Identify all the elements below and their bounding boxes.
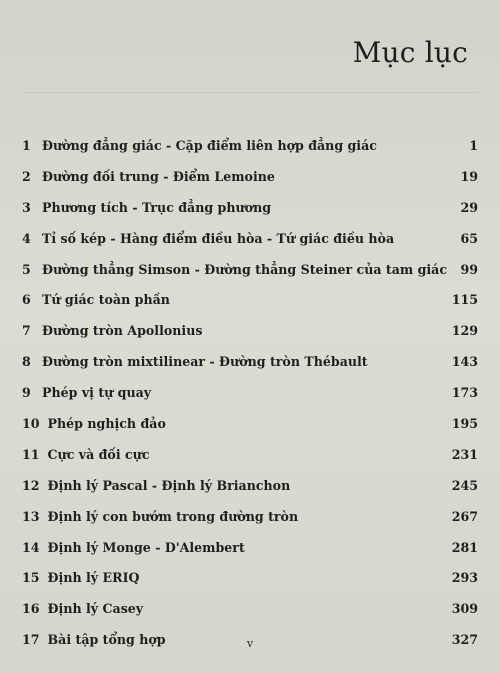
toc-title: Tứ giác toàn phần (42, 292, 170, 308)
toc-entry (22, 509, 298, 524)
toc-entry (22, 354, 368, 369)
toc-title: Phép vị tự quay (42, 385, 152, 401)
toc-number: 5 (22, 261, 31, 277)
toc-title: Đường tròn mixtilinear - Đường tròn Thébault (42, 354, 368, 370)
toc-title: Định lý Pascal - Định lý Brianchon (47, 477, 291, 493)
toc-page: 231 (451, 446, 478, 462)
toc-page: 99 (460, 261, 478, 277)
page-title: Mục lục (352, 36, 468, 69)
toc-page: 143 (451, 354, 478, 370)
toc-number: 6 (22, 292, 31, 308)
toc-page: 245 (451, 477, 478, 493)
toc-entry (22, 540, 245, 555)
toc-number: 8 (22, 354, 31, 370)
toc-entry (22, 262, 447, 277)
toc-title: Đường đẳng giác - Cặp điểm liên hợp đẳng giác (42, 137, 377, 153)
toc-title: Bài tập tổng hợp (47, 632, 166, 648)
toc-page: 195 (451, 415, 478, 431)
toc-row (22, 130, 478, 161)
toc-title: Định lý Monge - D'Alembert (47, 539, 245, 555)
toc-page: 309 (451, 601, 478, 617)
toc-row (22, 284, 478, 315)
toc-row (22, 532, 478, 563)
toc-number: 7 (22, 323, 31, 339)
toc-row (22, 254, 478, 285)
toc-number: 15 (22, 570, 40, 586)
toc-row (22, 562, 478, 593)
toc-row (22, 593, 478, 624)
toc-entry (22, 323, 202, 338)
toc-entry (22, 231, 394, 246)
toc-title: Đường tròn Apollonius (42, 323, 203, 339)
toc-row (22, 223, 478, 254)
toc-page: 115 (451, 292, 478, 308)
page-number-footer: v (246, 637, 254, 650)
toc-number: 10 (22, 415, 40, 431)
toc-page: 267 (451, 508, 478, 524)
toc-page: 129 (451, 323, 478, 339)
toc-page: 327 (451, 632, 478, 648)
toc-number: 17 (22, 632, 40, 648)
toc-title: Đường thẳng Simson - Đường thẳng Steiner của tam giác (42, 261, 447, 277)
toc-entry (22, 601, 143, 616)
toc-page: 293 (451, 570, 478, 586)
toc-row (22, 408, 478, 439)
toc-entry (22, 385, 151, 400)
toc-entry (22, 478, 290, 493)
toc-title: Tỉ số kép - Hàng điểm điều hòa - Tứ giác điều hòa (42, 230, 395, 246)
toc-title: Phép nghịch đảo (47, 415, 166, 431)
toc-page: 19 (460, 168, 478, 184)
toc-row (22, 501, 478, 532)
toc-page: 1 (469, 137, 478, 153)
toc-row (22, 470, 478, 501)
toc-title: Định lý con bướm trong đường tròn (47, 508, 299, 524)
toc-page: 173 (451, 385, 478, 401)
toc-title: Định lý Casey (47, 601, 144, 617)
toc-number: 4 (22, 230, 31, 246)
page-faint-rule (22, 92, 478, 93)
toc-number: 11 (22, 446, 40, 462)
toc-entry (22, 200, 271, 215)
toc-title: Đường đối trung - Điểm Lemoine (42, 168, 275, 184)
toc-number: 14 (22, 539, 40, 555)
toc-entry (22, 447, 150, 462)
toc-number: 9 (22, 385, 31, 401)
toc-number: 12 (22, 477, 40, 493)
toc-row (22, 377, 478, 408)
toc-entry (22, 138, 377, 153)
toc-row (22, 346, 478, 377)
toc-page: 65 (460, 230, 478, 246)
toc-number: 2 (22, 168, 31, 184)
toc-title: Cực và đối cực (47, 446, 150, 462)
toc-row (22, 315, 478, 346)
toc-title: Định lý ERIQ (47, 570, 140, 586)
toc-entry (22, 169, 275, 184)
toc-entry (22, 292, 170, 307)
toc-page: 281 (451, 539, 478, 555)
toc-number: 16 (22, 601, 40, 617)
toc-page: 29 (460, 199, 478, 215)
toc-row (22, 439, 478, 470)
toc-title: Phương tích - Trục đẳng phương (42, 199, 272, 215)
toc-row (22, 161, 478, 192)
toc-number: 13 (22, 508, 40, 524)
toc-number: 1 (22, 137, 31, 153)
toc-entry (22, 416, 166, 431)
toc-entry (22, 570, 139, 585)
toc-row (22, 192, 478, 223)
table-of-contents (22, 130, 478, 655)
toc-number: 3 (22, 199, 31, 215)
